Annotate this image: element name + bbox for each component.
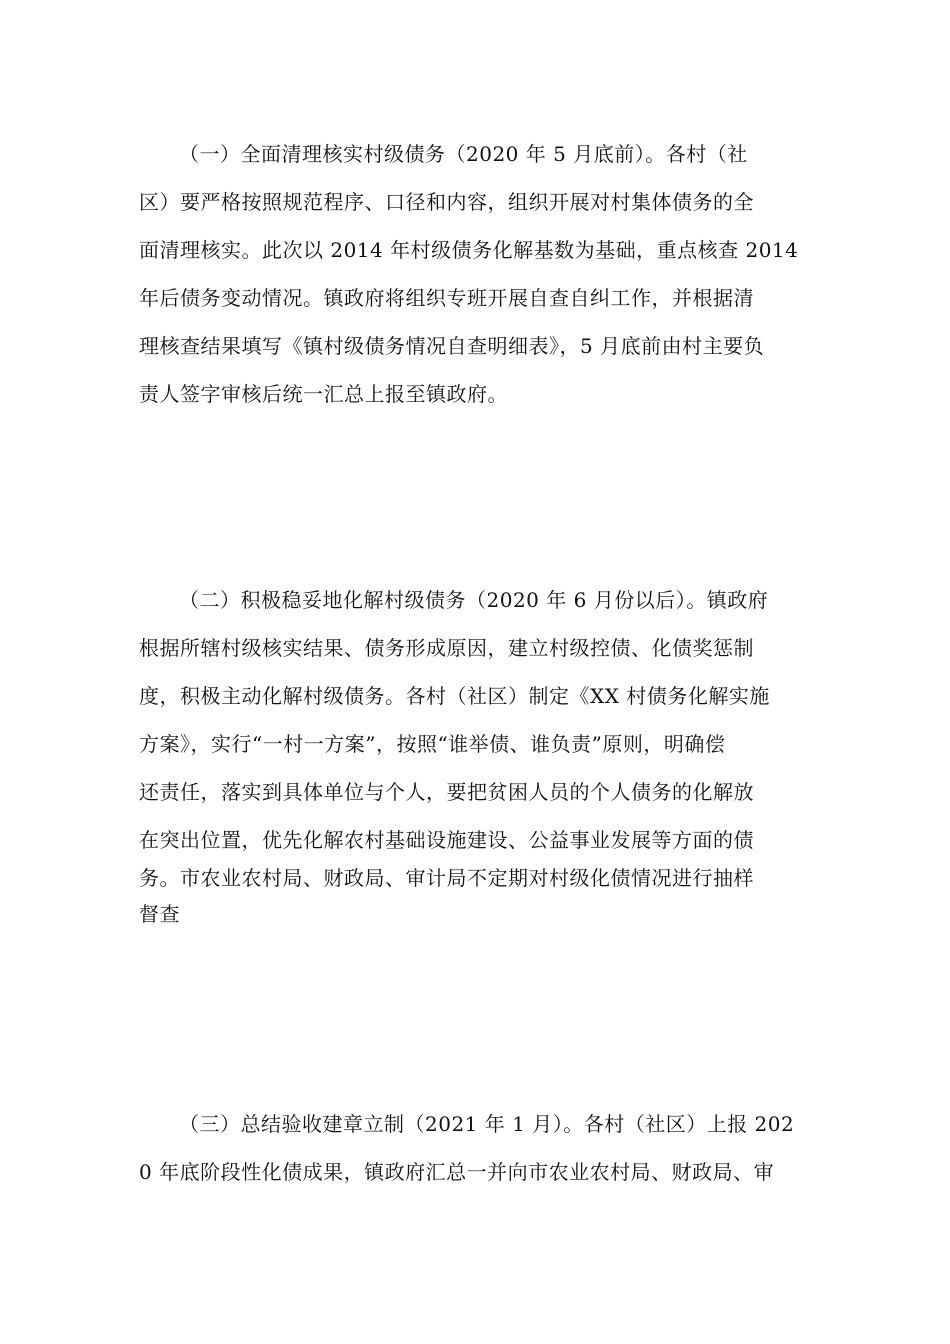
- text-line: （一）全面清理核实村级债务（2020 年 5 月底前）。各村（社: [179, 142, 748, 166]
- paragraph-3: [139, 1100, 819, 1196]
- text-line: 根据所辖村级核实结果、债务形成原因，建立村级控债、化债奖惩制: [139, 636, 754, 660]
- text-line: 面清理核实。此次以 2014 年村级债务化解基数为基础，重点核查 2014: [139, 238, 799, 262]
- text-line: 在突出位置，优先化解农村基础设施建设、公益事业发展等方面的债: [139, 828, 754, 852]
- text-line: 0 年底阶段性化债成果，镇政府汇总一并向市农业农村局、财政局、审: [139, 1160, 775, 1184]
- paragraph-2: [139, 576, 819, 936]
- text-line: 还责任，落实到具体单位与个人，要把贫困人员的个人债务的化解放: [139, 780, 754, 804]
- text-line: 理核查结果填写《镇村级债务情况自查明细表》，5 月底前由村主要负: [139, 334, 765, 358]
- text-line: 年后债务变动情况。镇政府将组织专班开展自查自纠工作，并根据清: [139, 286, 754, 310]
- text-line: （二）积极稳妥地化解村级债务（2020 年 6 月份以后）。镇政府: [179, 588, 769, 612]
- text-line: 区）要严格按照规范程序、口径和内容，组织开展对村集体债务的全: [139, 190, 754, 214]
- text-line: （三）总结验收建章立制（2021 年 1 月）。各村（社区）上报 202: [179, 1112, 795, 1136]
- text-line: 责人签字审核后统一汇总上报至镇政府。: [139, 382, 508, 406]
- text-line: 方案》，实行“一村一方案”，按照“谁举债、谁负责”原则，明确偿: [139, 732, 726, 756]
- text-line: 务。市农业农村局、财政局、审计局不定期对村级化债情况进行抽样: [139, 866, 754, 890]
- text-line: 督查: [139, 902, 180, 926]
- paragraph-1: [139, 130, 819, 418]
- text-line: 度，积极主动化解村级债务。各村（社区）制定《XX 村债务化解实施: [139, 684, 770, 708]
